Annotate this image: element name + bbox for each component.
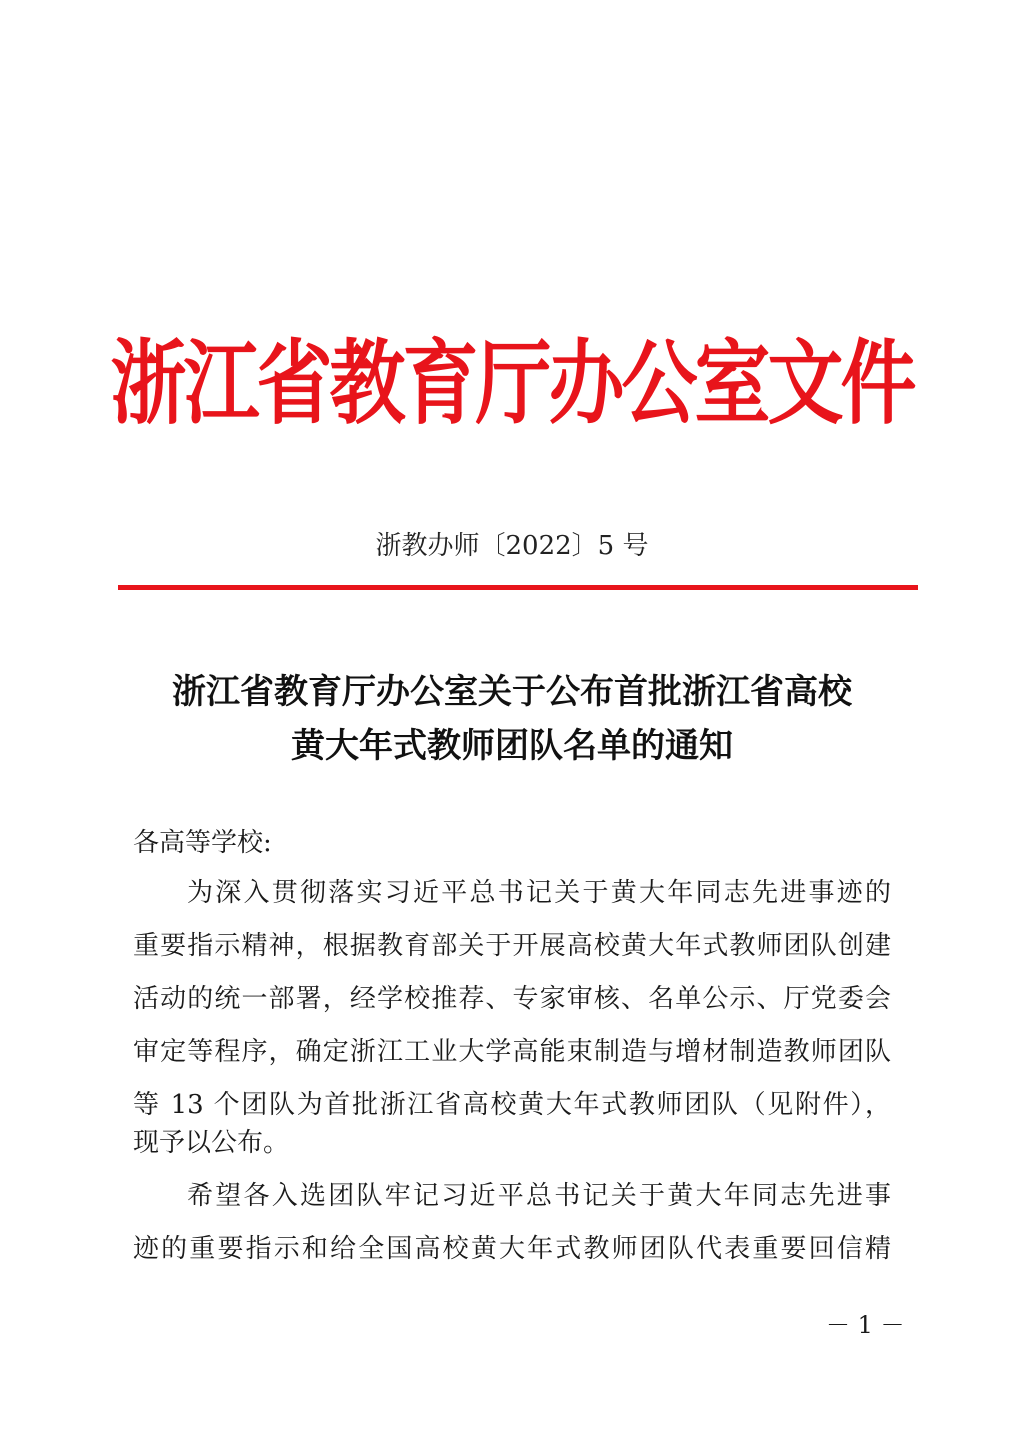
paragraph-1-line-1: 为深入贯彻落实习近平总书记关于黄大年同志先进事迹的	[187, 878, 891, 908]
paragraph-1-line-3: 活动的统一部署，经学校推荐、专家审核、名单公示、厅党委会	[133, 984, 891, 1014]
paragraph-1-line-2: 重要指示精神，根据教育部关于开展高校黄大年式教师团队创建	[133, 931, 891, 961]
paragraph-2-line-1: 希望各入选团队牢记习近平总书记关于黄大年同志先进事	[187, 1181, 891, 1211]
paragraph-1-line-4: 审定等程序，确定浙江工业大学高能束制造与增材制造教师团队	[133, 1037, 891, 1067]
notice-title-line-1: 浙江省教育厅办公室关于公布首批浙江省高校	[172, 672, 852, 712]
page-number: － 1 －	[826, 1311, 905, 1339]
paragraph-1-line-5: 等 13 个团队为首批浙江省高校黄大年式教师团队（见附件），	[133, 1090, 891, 1120]
document-number: 浙教办师〔2022〕5 号	[375, 531, 649, 561]
paragraph-1-line-6: 现予以公布。	[133, 1128, 290, 1158]
notice-title	[100, 665, 924, 773]
red-divider-line	[118, 585, 918, 590]
issuer-banner: 浙江省教育厅办公室文件	[110, 330, 914, 437]
paragraph-2-line-2: 迹的重要指示和给全国高校黄大年式教师团队代表重要回信精	[133, 1234, 891, 1264]
notice-title-line-2: 黄大年式教师团队名单的通知	[291, 726, 733, 766]
salutation: 各高等学校:	[133, 828, 272, 858]
